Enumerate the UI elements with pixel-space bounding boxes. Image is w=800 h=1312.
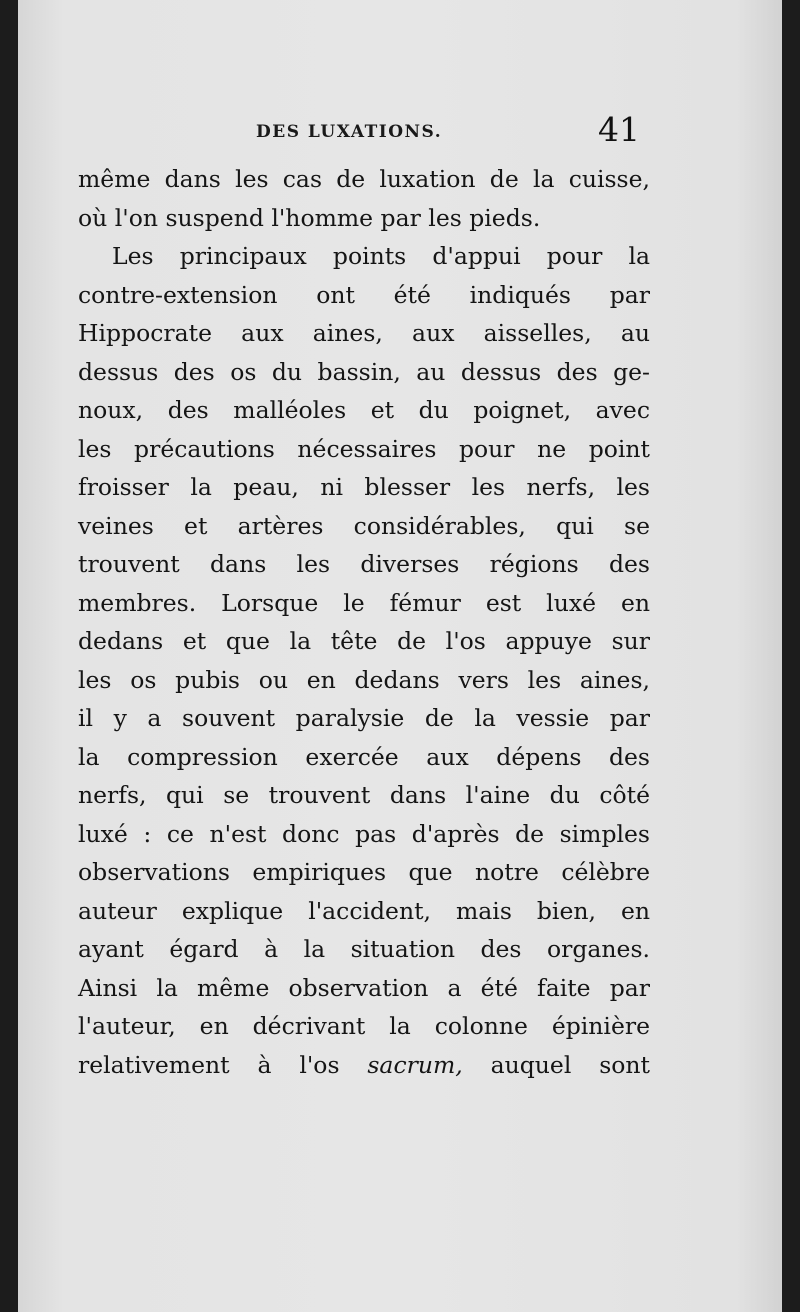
text-line-last (78, 1046, 650, 1085)
text-line: trouvent dans les diverses régions des (78, 550, 650, 578)
text-segment: auquel sont (462, 1050, 650, 1079)
text-line: luxé : ce n'est donc pas d'après de simples (78, 819, 650, 848)
page-header (18, 110, 782, 156)
text-line: Ainsi la même observation a été faite par (78, 973, 650, 1002)
body-text (78, 160, 650, 1084)
text-line: même dans les cas de luxation de la cuisse, (78, 165, 650, 193)
text-line: il y a souvent paralysie de la vessie par (78, 704, 650, 732)
text-segment: relativement à l'os (78, 1050, 368, 1079)
book-page (18, 0, 782, 1312)
text-line: les os pubis ou en dedans vers les aines, (78, 665, 650, 694)
text-line: Les principaux points d'appui pour la (112, 242, 650, 270)
text-line: les précautions nécessaires pour ne point (78, 434, 650, 463)
text-line: observations empiriques que notre célèbre (78, 858, 650, 886)
text-line: dessus des os du bassin, au dessus des ge- (78, 357, 650, 386)
italic-term: sacrum, (367, 1050, 463, 1079)
text-line: Hippocrate aux aines, aux aisselles, au (78, 319, 650, 347)
text-line: veines et artères considérables, qui se (78, 511, 650, 540)
text-line: froisser la peau, ni blesser les nerfs, les (78, 473, 650, 501)
text-line: dedans et que la tête de l'os appuye sur (78, 627, 650, 655)
text-line: la compression exercée aux dépens des (78, 742, 650, 771)
text-line: où l'on suspend l'homme par les pieds. (78, 203, 541, 232)
page-number: 41 (598, 110, 640, 149)
text-line: ayant égard à la situation des organes. (78, 935, 650, 963)
text-line: noux, des malléoles et du poignet, avec (78, 396, 650, 424)
text-line: l'auteur, en décrivant la colonne épinière (78, 1012, 650, 1040)
running-head: DES LUXATIONS. (256, 122, 443, 142)
text-line: nerfs, qui se trouvent dans l'aine du côté (78, 781, 650, 809)
text-line: auteur explique l'accident, mais bien, en (78, 896, 650, 925)
text-line: contre-extension ont été indiqués par (78, 280, 650, 309)
text-line: membres. Lorsque le fémur est luxé en (78, 588, 650, 617)
